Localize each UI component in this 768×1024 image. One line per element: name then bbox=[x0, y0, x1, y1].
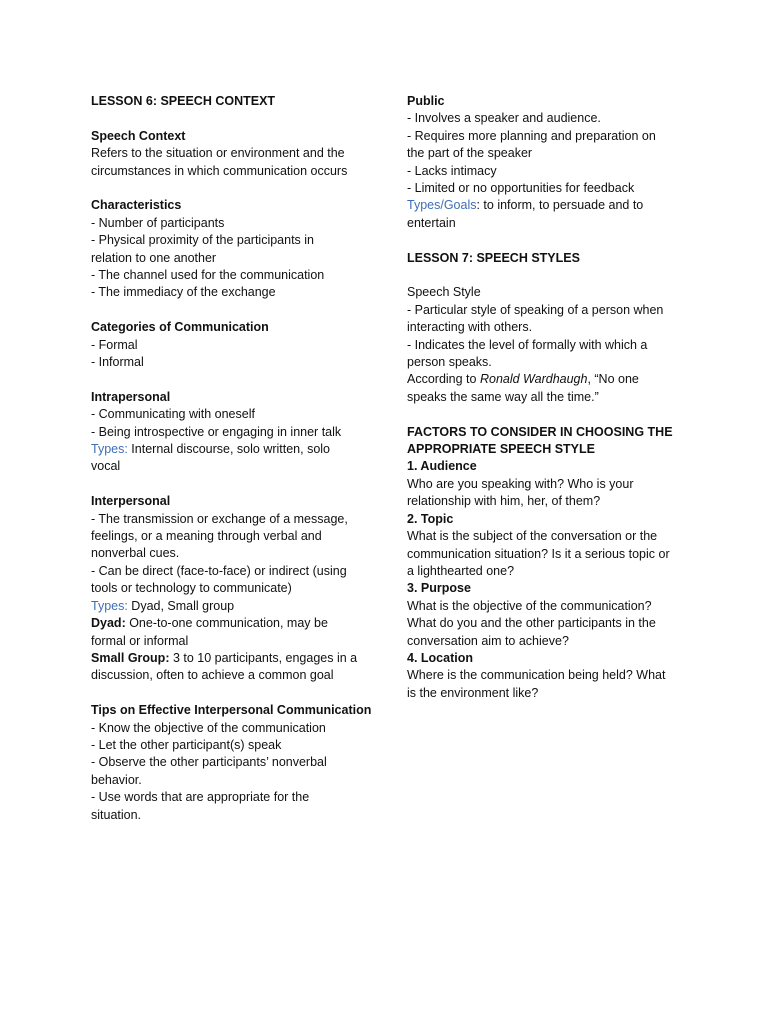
quote-prefix: According to bbox=[407, 372, 480, 387]
factors-heading: FACTORS TO CONSIDER IN CHOOSING THE bbox=[407, 424, 673, 439]
wardhaugh-quote bbox=[407, 371, 682, 388]
tips-item: - Know the objective of the communication bbox=[91, 720, 326, 735]
wardhaugh-quote-cont: speaks the same way all the time.” bbox=[407, 389, 599, 404]
categories-heading: Categories of Communication bbox=[91, 320, 269, 335]
tips-item: - Let the other participant(s) speak bbox=[91, 737, 282, 752]
dyad-definition-cont: formal or informal bbox=[91, 633, 189, 648]
quote-author: Ronald Wardhaugh bbox=[479, 372, 588, 387]
speech-style-item: person speaks. bbox=[407, 355, 492, 370]
speech-style-heading: Speech Style bbox=[407, 285, 481, 300]
left-column bbox=[91, 93, 372, 824]
intrapersonal-item: - Being introspective or engaging in inner talk bbox=[91, 424, 342, 439]
interpersonal-item: nonverbal cues. bbox=[91, 546, 180, 561]
location-text: is the environment like? bbox=[407, 685, 539, 700]
speech-context-heading: Speech Context bbox=[91, 128, 186, 143]
intrapersonal-item: - Communicating with oneself bbox=[91, 407, 255, 422]
dyad-definition bbox=[91, 615, 366, 632]
speech-style-item: - Indicates the level of formally with which a bbox=[407, 337, 648, 352]
public-types bbox=[407, 197, 682, 214]
quote-suffix: , “No one bbox=[587, 372, 639, 387]
characteristics-item: - The immediacy of the exchange bbox=[91, 285, 276, 300]
characteristics-item: - Number of participants bbox=[91, 215, 225, 230]
audience-heading: 1. Audience bbox=[407, 459, 477, 474]
types-label: Types: bbox=[91, 598, 128, 613]
purpose-text: What is the objective of the communication? bbox=[407, 598, 652, 613]
public-item: the part of the speaker bbox=[407, 146, 533, 161]
public-item: - Limited or no opportunities for feedback bbox=[407, 181, 635, 196]
speech-context-text: circumstances in which communication occurs bbox=[91, 163, 348, 178]
lesson-7-title: LESSON 7: SPEECH STYLES bbox=[407, 250, 580, 265]
topic-text: a lighthearted one? bbox=[407, 563, 515, 578]
small-group-definition-cont: discussion, often to achieve a common goal bbox=[91, 668, 334, 683]
lesson-6-title: LESSON 6: SPEECH CONTEXT bbox=[91, 94, 276, 108]
interpersonal-item: - The transmission or exchange of a message, bbox=[91, 511, 348, 526]
intrapersonal-types bbox=[91, 441, 366, 458]
interpersonal-heading: Interpersonal bbox=[91, 494, 171, 509]
right-column bbox=[407, 93, 682, 702]
characteristics-item: relation to one another bbox=[91, 250, 217, 265]
tips-item: - Use words that are appropriate for the bbox=[91, 790, 310, 805]
characteristics-item: - The channel used for the communication bbox=[91, 268, 325, 283]
interpersonal-types bbox=[91, 598, 366, 615]
speech-style-item: interacting with others. bbox=[407, 320, 533, 335]
interpersonal-item: tools or technology to communicate) bbox=[91, 581, 292, 596]
public-types-cont: entertain bbox=[407, 215, 456, 230]
audience-text: Who are you speaking with? Who is your bbox=[407, 476, 634, 491]
characteristics-item: - Physical proximity of the participants in bbox=[91, 233, 315, 248]
location-heading: 4. Location bbox=[407, 650, 473, 665]
public-item: - Involves a speaker and audience. bbox=[407, 111, 601, 126]
speech-style-item: - Particular style of speaking of a person when bbox=[407, 302, 664, 317]
small-group-text: 3 to 10 participants, engages in a bbox=[169, 650, 358, 665]
purpose-text: What do you and the other participants in the bbox=[407, 616, 656, 631]
categories-item: - Informal bbox=[91, 355, 144, 370]
intrapersonal-types-cont: vocal bbox=[91, 459, 121, 474]
topic-heading: 2. Topic bbox=[407, 511, 454, 526]
dyad-label: Dyad: bbox=[91, 616, 126, 631]
types-goals-label: Types/Goals bbox=[407, 198, 477, 213]
types-text: Internal discourse, solo written, solo bbox=[127, 442, 331, 457]
tips-item: behavior. bbox=[91, 772, 142, 787]
dyad-text: One-to-one communication, may be bbox=[125, 616, 328, 631]
topic-text: communication situation? Is it a serious topic or bbox=[407, 546, 670, 561]
small-group-label: Small Group: bbox=[91, 650, 170, 665]
small-group-definition bbox=[91, 650, 366, 667]
interpersonal-item: - Can be direct (face-to-face) or indirect (using bbox=[91, 563, 347, 578]
purpose-text: conversation aim to achieve? bbox=[407, 633, 569, 648]
topic-text: What is the subject of the conversation or the bbox=[407, 529, 658, 544]
purpose-heading: 3. Purpose bbox=[407, 581, 471, 596]
tips-item: situation. bbox=[91, 807, 142, 822]
public-item: - Lacks intimacy bbox=[407, 163, 497, 178]
characteristics-heading: Characteristics bbox=[91, 198, 182, 213]
intrapersonal-heading: Intrapersonal bbox=[91, 389, 171, 404]
speech-context-text: Refers to the situation or environment and the bbox=[91, 146, 345, 161]
audience-text: relationship with him, her, of them? bbox=[407, 494, 601, 509]
tips-item: - Observe the other participants’ nonverbal bbox=[91, 755, 327, 770]
types-goals-text: : to inform, to persuade and to bbox=[476, 198, 644, 213]
location-text: Where is the communication being held? What bbox=[407, 668, 666, 683]
interpersonal-item: feelings, or a meaning through verbal and bbox=[91, 529, 322, 544]
categories-item: - Formal bbox=[91, 337, 138, 352]
types-text: Dyad, Small group bbox=[127, 598, 235, 613]
public-heading: Public bbox=[407, 94, 445, 108]
types-label: Types: bbox=[91, 442, 128, 457]
public-item: - Requires more planning and preparation on bbox=[407, 128, 656, 143]
factors-heading: APPROPRIATE SPEECH STYLE bbox=[407, 442, 595, 457]
tips-heading: Tips on Effective Interpersonal Communication bbox=[91, 703, 372, 718]
